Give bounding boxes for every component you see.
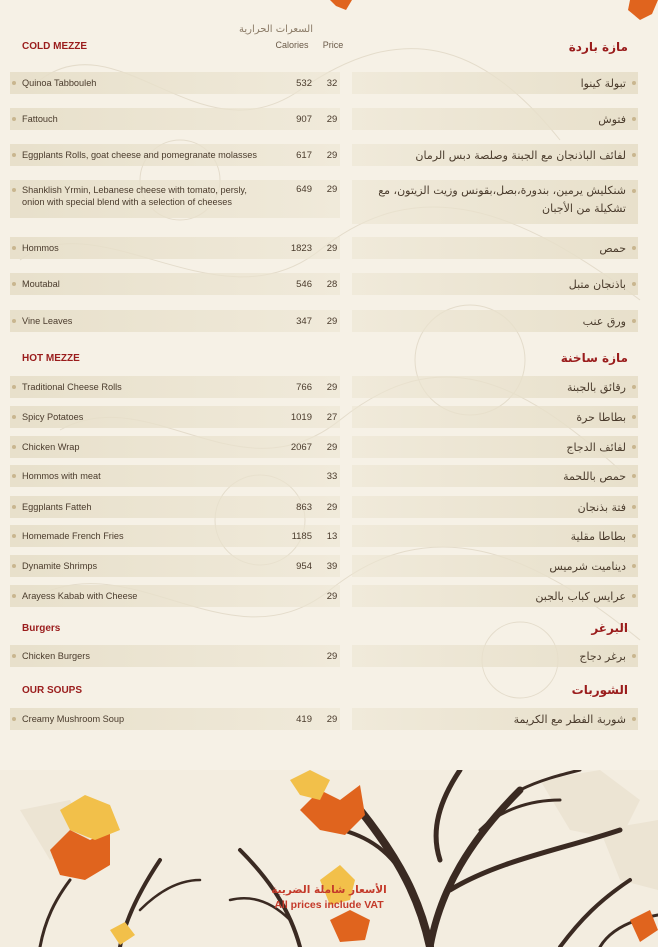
bullet-icon xyxy=(12,594,16,598)
menu-item-vine-leaves xyxy=(10,310,340,332)
bullet-icon xyxy=(12,415,16,419)
menu-item-eggplants-rolls-arabic xyxy=(352,144,638,166)
bullet-icon xyxy=(12,282,16,286)
item-name-arabic: رقائق بالجبنة xyxy=(566,380,626,394)
item-name-arabic: شنكليش يرمين، بندورة،بصل،بقونس وزيت الزيتون، مع تشكيلة من الأجبان xyxy=(378,184,626,215)
item-price: 29 xyxy=(326,590,338,602)
bullet-icon xyxy=(632,505,636,509)
item-price: 29 xyxy=(326,650,338,662)
menu-item-french-fries xyxy=(10,525,340,547)
menu-item-fattouch-arabic xyxy=(352,108,638,130)
item-calories: 954 xyxy=(296,560,312,572)
vat-notice: All prices include VAT xyxy=(274,899,384,911)
item-name-arabic: عرايس كباب بالجبن xyxy=(535,589,626,603)
bullet-icon xyxy=(12,717,16,721)
bullet-icon xyxy=(12,474,16,478)
bullet-icon xyxy=(632,564,636,568)
menu-item-french-fries-arabic xyxy=(352,525,638,547)
item-price: 29 xyxy=(326,242,338,254)
item-name: Vine Leaves xyxy=(22,316,73,326)
menu-item-quinoa-tabbouleh xyxy=(10,72,340,94)
section-title-hot-mezze: HOT MEZZE xyxy=(22,353,80,364)
bullet-icon xyxy=(12,153,16,157)
item-calories: 907 xyxy=(296,113,312,125)
item-calories: 649 xyxy=(296,184,312,195)
item-name: Dynamite Shrimps xyxy=(22,561,98,571)
bullet-icon xyxy=(12,246,16,250)
calories-header: Calories xyxy=(275,40,309,50)
menu-item-spicy-potatoes-arabic xyxy=(352,406,638,428)
bullet-icon xyxy=(12,564,16,568)
item-name: Chicken Wrap xyxy=(22,442,80,452)
menu-item-chicken-burgers-arabic xyxy=(352,645,638,667)
item-calories: 1185 xyxy=(291,530,312,542)
item-calories: 1823 xyxy=(290,242,312,254)
item-name: Homemade French Fries xyxy=(22,531,124,541)
bullet-icon xyxy=(632,594,636,598)
menu-item-dynamite-shrimps-arabic xyxy=(352,555,638,577)
section-title-cold-mezze-arabic: مازة باردة xyxy=(568,40,628,54)
item-name: Spicy Potatoes xyxy=(22,412,84,422)
item-name-arabic: لفائف الدجاج xyxy=(566,440,626,454)
item-calories: 863 xyxy=(296,501,312,513)
menu-item-moutabal-arabic xyxy=(352,273,638,295)
menu-item-arayess-kabab xyxy=(10,585,340,607)
item-price: 29 xyxy=(326,149,338,161)
bullet-icon xyxy=(632,474,636,478)
bullet-icon xyxy=(632,319,636,323)
item-price: 32 xyxy=(326,77,338,89)
item-name: Eggplants Fatteh xyxy=(22,502,92,512)
autumn-tree-illustration xyxy=(0,770,658,947)
section-title-cold-mezze: COLD MEZZE xyxy=(22,41,87,52)
menu-item-shanklish xyxy=(10,180,340,218)
menu-item-spicy-potatoes xyxy=(10,406,340,428)
item-calories: 2067 xyxy=(290,441,312,453)
section-title-burgers: Burgers xyxy=(22,623,61,634)
item-price: 29 xyxy=(326,713,338,725)
price-header: Price xyxy=(322,40,344,50)
bullet-icon xyxy=(632,189,636,193)
menu-item-hommos xyxy=(10,237,340,259)
item-calories: 1019 xyxy=(290,411,312,423)
menu-item-eggplants-fatteh xyxy=(10,496,340,518)
bullet-icon xyxy=(632,246,636,250)
item-price: 29 xyxy=(326,315,338,327)
item-name: Traditional Cheese Rolls xyxy=(22,382,122,392)
bullet-icon xyxy=(12,319,16,323)
bullet-icon xyxy=(12,534,16,538)
item-price: 39 xyxy=(326,560,338,572)
item-price: 33 xyxy=(326,470,338,482)
item-name-arabic: حمص xyxy=(599,241,626,255)
menu-item-hommos-arabic xyxy=(352,237,638,259)
bullet-icon xyxy=(632,117,636,121)
item-name-arabic: تبولة كينوا xyxy=(580,76,626,90)
menu-item-mushroom-soup-arabic xyxy=(352,708,638,730)
item-price: 28 xyxy=(326,278,338,290)
vat-notice-arabic: الأسعار شاملة الضريبة xyxy=(271,884,387,896)
menu-item-quinoa-tabbouleh-arabic xyxy=(352,72,638,94)
bullet-icon xyxy=(12,505,16,509)
item-calories: 617 xyxy=(296,149,312,161)
bullet-icon xyxy=(632,153,636,157)
bullet-icon xyxy=(632,534,636,538)
calories-header-arabic: السعرات الحرارية xyxy=(238,24,313,35)
item-calories: 347 xyxy=(296,315,312,327)
item-price: 27 xyxy=(326,411,338,423)
menu-item-mushroom-soup xyxy=(10,708,340,730)
bullet-icon xyxy=(12,654,16,658)
bullet-icon xyxy=(632,415,636,419)
menu-item-shanklish-arabic xyxy=(352,180,638,224)
bullet-icon xyxy=(12,385,16,389)
item-name: Chicken Burgers xyxy=(22,651,90,661)
menu-item-eggplants-fatteh-arabic xyxy=(352,496,638,518)
menu-item-eggplants-rolls xyxy=(10,144,340,166)
item-name-arabic: ديناميت شرميس xyxy=(549,559,626,573)
item-calories: 419 xyxy=(296,713,312,725)
bullet-icon xyxy=(632,282,636,286)
item-calories: 532 xyxy=(296,77,312,89)
menu-item-cheese-rolls xyxy=(10,376,340,398)
item-name-arabic: بطاطا حرة xyxy=(576,410,626,424)
item-name-arabic: فتوش xyxy=(598,112,626,126)
bullet-icon xyxy=(632,445,636,449)
item-price: 29 xyxy=(326,184,338,195)
menu-item-chicken-burgers xyxy=(10,645,340,667)
item-name-arabic: فتة بذنجان xyxy=(577,500,626,514)
section-title-burgers-arabic: البرغر xyxy=(591,621,628,635)
bullet-icon xyxy=(12,81,16,85)
bullet-icon xyxy=(12,188,16,192)
bullet-icon xyxy=(12,117,16,121)
menu-item-hommos-with-meat xyxy=(10,465,340,487)
item-price: 29 xyxy=(326,381,338,393)
bullet-icon xyxy=(632,654,636,658)
bullet-icon xyxy=(632,81,636,85)
item-name: Eggplants Rolls, goat cheese and pomegranate molasses xyxy=(22,150,257,160)
menu-item-chicken-wrap-arabic xyxy=(352,436,638,458)
menu-item-vine-leaves-arabic xyxy=(352,310,638,332)
item-name: Arayess Kabab with Cheese xyxy=(22,591,138,601)
item-name: Moutabal xyxy=(22,279,60,289)
top-leaf-decoration xyxy=(0,0,658,30)
item-name: Shanklish Yrmin, Lebanese cheese with tomato, persly, onion with special blend with a selection of cheeses xyxy=(22,185,247,207)
bullet-icon xyxy=(632,385,636,389)
item-name-arabic: بطاطا مقلية xyxy=(570,529,626,543)
item-price: 29 xyxy=(326,501,338,513)
section-title-our-soups: OUR SOUPS xyxy=(22,685,83,696)
item-name: Hommos with meat xyxy=(22,471,101,481)
menu-item-chicken-wrap xyxy=(10,436,340,458)
item-name: Hommos xyxy=(22,243,59,253)
bullet-icon xyxy=(632,717,636,721)
item-name: Creamy Mushroom Soup xyxy=(22,714,125,724)
section-title-hot-mezze-arabic: مازة ساخنة xyxy=(560,351,628,365)
menu-item-dynamite-shrimps xyxy=(10,555,340,577)
item-price: 13 xyxy=(326,530,338,542)
item-name: Quinoa Tabbouleh xyxy=(22,78,97,88)
section-title-our-soups-arabic: الشوربات xyxy=(571,683,628,697)
menu-item-arayess-kabab-arabic xyxy=(352,585,638,607)
item-calories: 766 xyxy=(296,381,312,393)
item-calories: 546 xyxy=(296,278,312,290)
item-name-arabic: ورق عنب xyxy=(582,314,626,328)
item-name: Fattouch xyxy=(22,114,58,124)
item-name-arabic: حمص باللحمة xyxy=(563,469,626,483)
menu-item-moutabal xyxy=(10,273,340,295)
bullet-icon xyxy=(12,445,16,449)
item-name-arabic: باذنجان متبل xyxy=(568,277,626,291)
item-price: 29 xyxy=(326,441,338,453)
menu-item-cheese-rolls-arabic xyxy=(352,376,638,398)
menu-item-hommos-with-meat-arabic xyxy=(352,465,638,487)
item-name-arabic: لفائف الباذنجان مع الجبنة وصلصة دبس الرمان xyxy=(415,148,626,162)
item-price: 29 xyxy=(326,113,338,125)
menu-item-fattouch xyxy=(10,108,340,130)
item-name-arabic: برغر دجاج xyxy=(579,649,626,663)
item-name-arabic: شوربة الفطر مع الكريمة xyxy=(513,712,626,726)
